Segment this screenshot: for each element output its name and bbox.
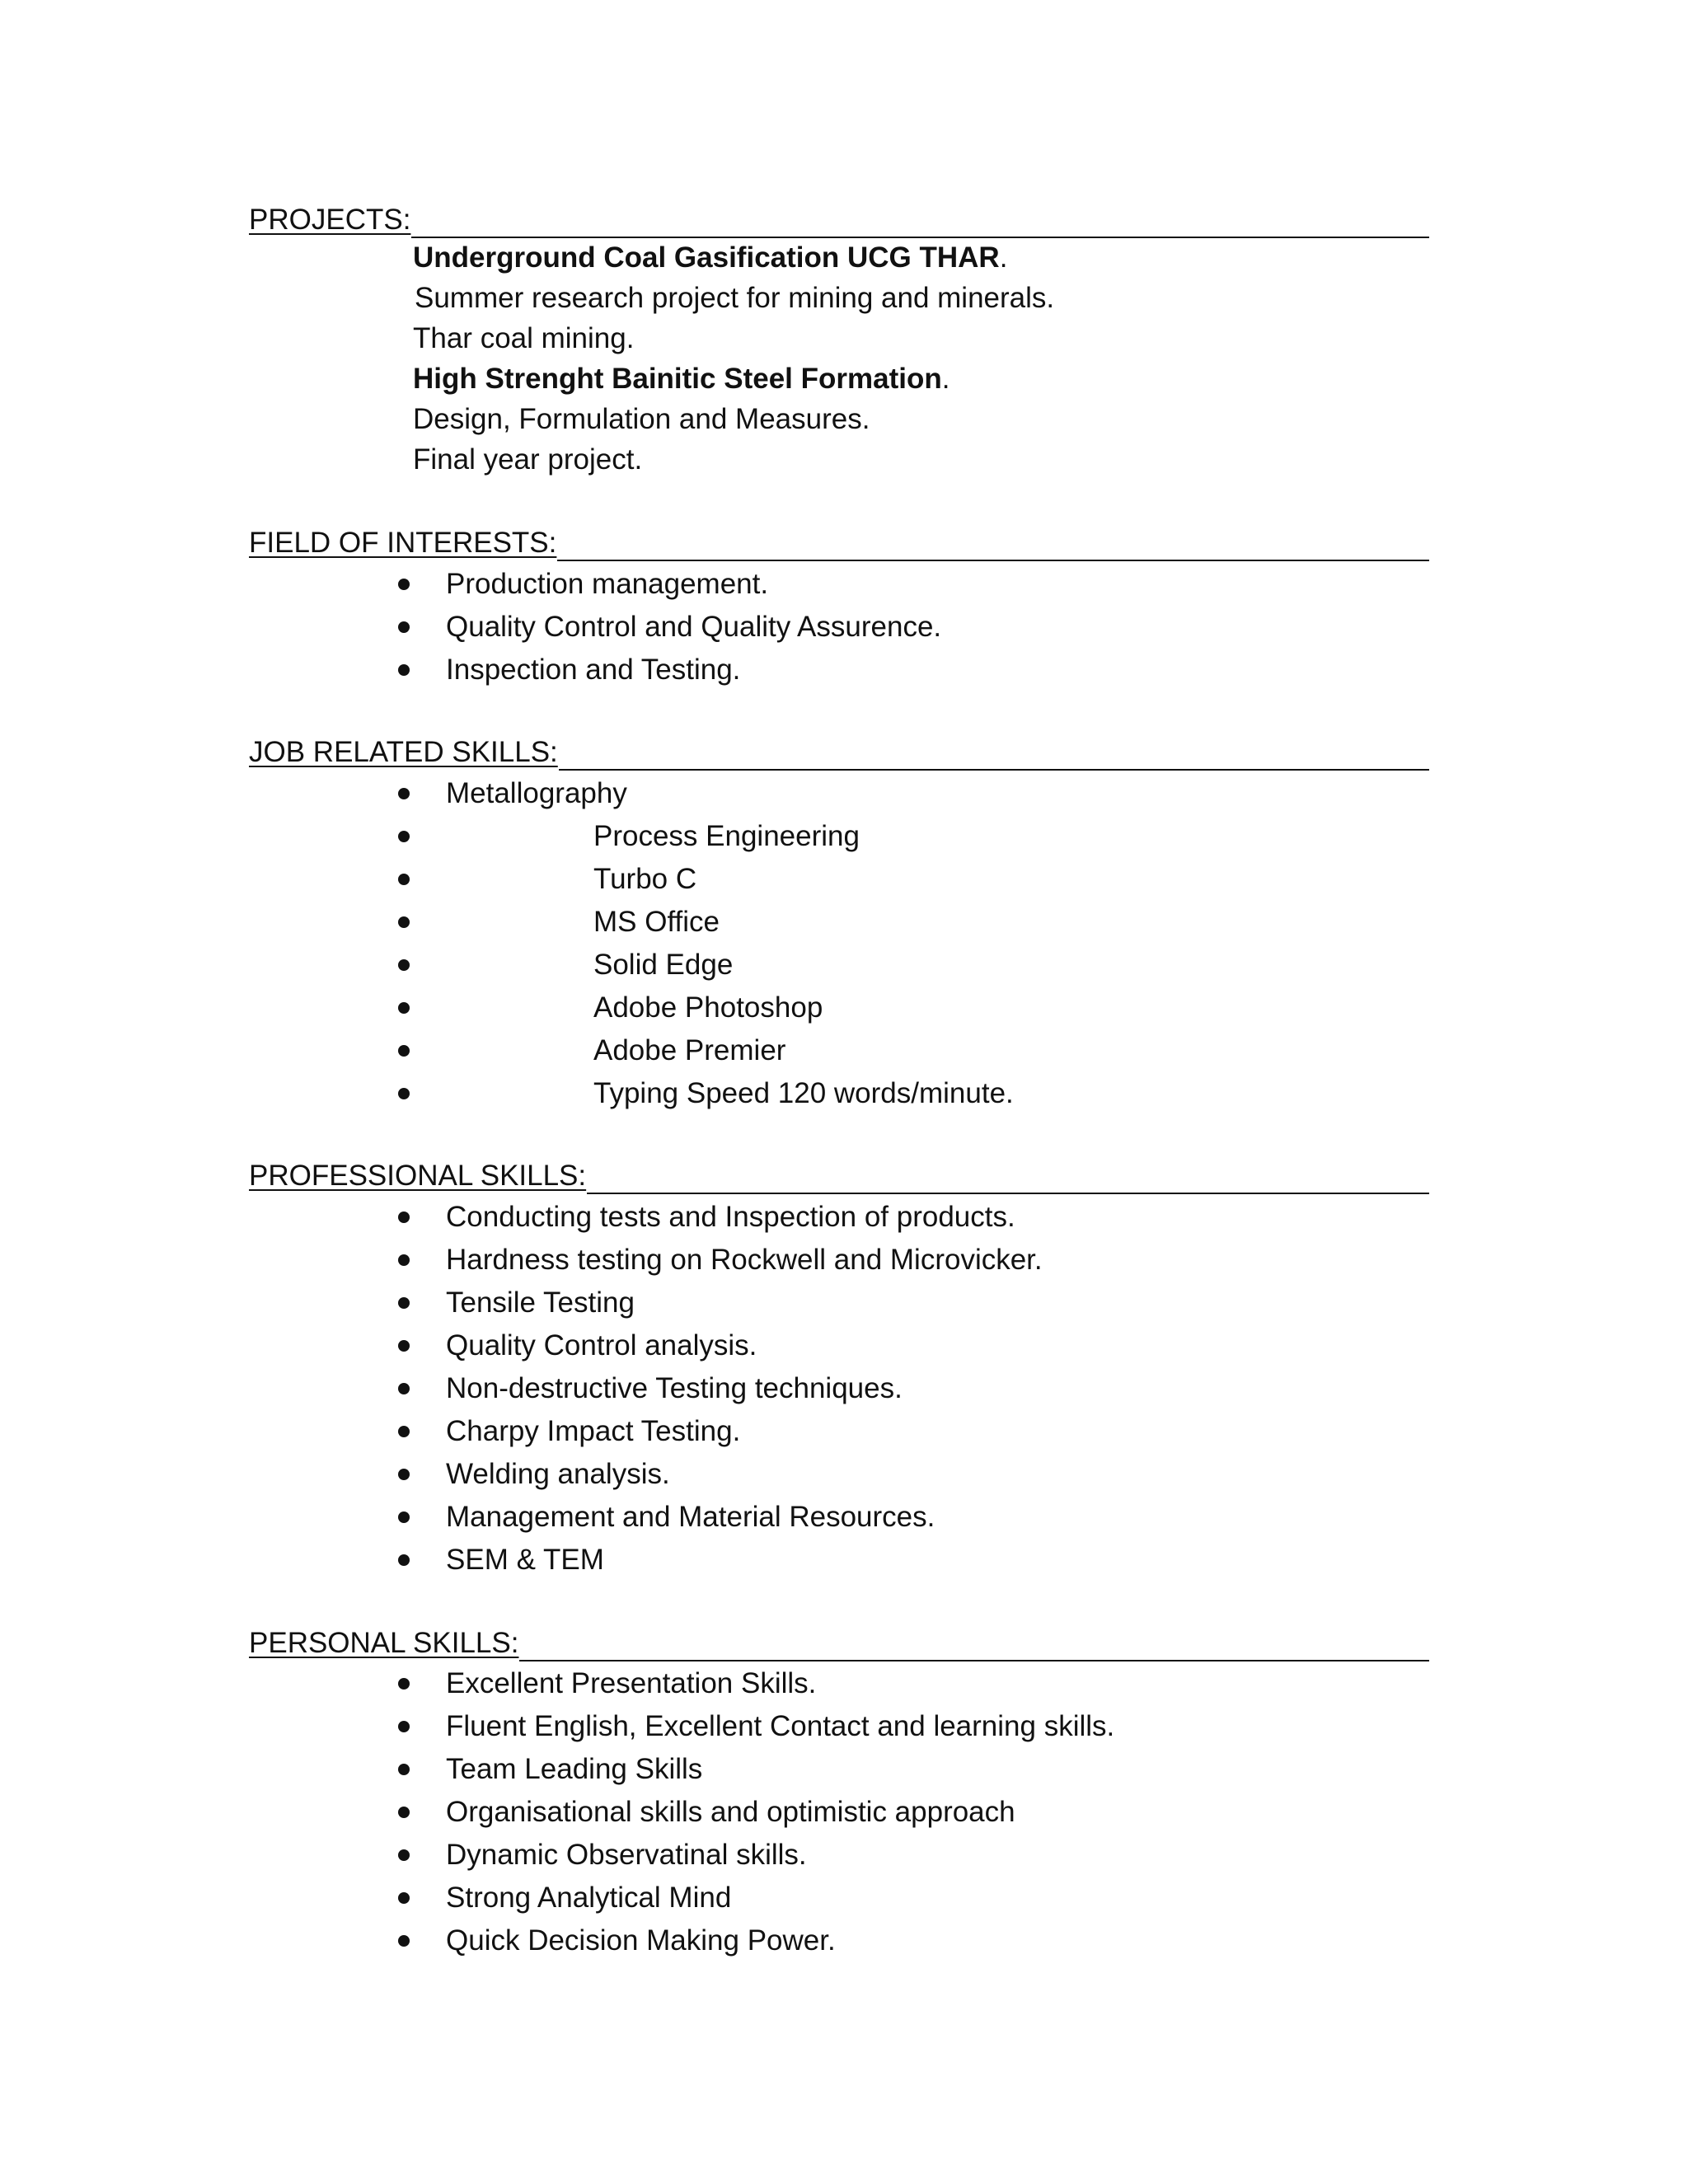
list-item: Team Leading Skills [446,1753,703,1785]
personal-skills-heading-rule [519,1660,1429,1661]
bullet-icon [394,946,414,984]
bullet-icon [394,989,414,1027]
list-item: Solid Edge [593,949,734,981]
professional-skills-heading [249,1154,1429,1195]
list-item: Process Engineering [593,820,860,852]
project-title-ucg-period: . [999,241,1008,274]
job-related-skills-heading-rule [559,769,1429,771]
project-description: Thar coal mining. [413,322,635,354]
bullet-icon [394,818,414,855]
list-item: Turbo C [593,863,697,895]
personal-skills-heading-label: PERSONAL SKILLS: [249,1627,519,1659]
list-item: Quick Decision Making Power. [446,1924,836,1957]
bullet-icon [394,1879,414,1917]
bullet-icon [394,903,414,941]
field-of-interests-heading-rule [557,560,1429,561]
list-item: Tensile Testing [446,1286,635,1319]
list-item: Adobe Premier [593,1034,786,1066]
list-item: Dynamic Observatinal skills. [446,1839,807,1871]
bullet-icon [394,608,414,646]
professional-skills-heading-label: PROFESSIONAL SKILLS: [249,1160,587,1192]
list-item: Organisational skills and optimistic approach [446,1796,1015,1828]
bullet-icon [394,1665,414,1703]
bullet-icon [394,1793,414,1831]
project-title-steel [413,360,950,398]
list-item: Quality Control and Quality Assurence. [446,611,942,643]
list-item: Management and Material Resources. [446,1501,935,1533]
bullet-icon [394,651,414,689]
bullet-icon [394,1922,414,1960]
list-item: Fluent English, Excellent Contact and learning skills. [446,1710,1115,1742]
list-item: Welding analysis. [446,1458,670,1490]
bullet-icon [394,1498,414,1536]
job-related-skills-heading-label: JOB RELATED SKILLS: [249,736,558,768]
bullet-icon [394,775,414,813]
bullet-icon [394,1836,414,1874]
list-item: Charpy Impact Testing. [446,1415,741,1447]
bullet-icon [394,1241,414,1279]
list-item: Metallography [446,777,627,809]
list-item: Conducting tests and Inspection of products. [446,1201,1015,1233]
project-title-ucg [413,239,1007,277]
personal-skills-heading [249,1621,1429,1662]
bullet-icon [394,1284,414,1322]
list-item: Strong Analytical Mind [446,1882,732,1914]
list-item: Non-destructive Testing techniques. [446,1372,903,1404]
bullet-icon [394,1708,414,1746]
list-item: Adobe Photoshop [593,991,823,1024]
bullet-icon [394,1541,414,1579]
project-description: Summer research project for mining and minerals. [415,282,1055,314]
project-description: Final year project. [413,443,643,476]
field-of-interests-heading [249,521,1429,562]
list-item: Production management. [446,568,769,600]
list-item: Typing Speed 120 words/minute. [593,1077,1014,1109]
projects-heading [249,198,1429,239]
bullet-icon [394,1413,414,1451]
bullet-icon [394,565,414,603]
project-title-ucg-text: Underground Coal Gasification UCG THAR [413,241,1000,274]
bullet-icon [394,860,414,898]
project-title-steel-period: . [941,363,950,395]
job-related-skills-heading [249,730,1429,771]
projects-heading-label: PROJECTS: [249,204,411,236]
bullet-icon [394,1075,414,1113]
field-of-interests-heading-label: FIELD OF INTERESTS: [249,527,557,559]
bullet-icon [394,1455,414,1493]
list-item: Inspection and Testing. [446,654,741,686]
list-item: Quality Control analysis. [446,1329,757,1361]
bullet-icon [394,1198,414,1236]
project-description: Design, Formulation and Measures. [413,403,870,435]
list-item: SEM & TEM [446,1544,604,1576]
list-item: Excellent Presentation Skills. [446,1667,817,1699]
projects-heading-rule [411,237,1429,238]
project-title-steel-text: High Strenght Bainitic Steel Formation [413,363,942,395]
bullet-icon [394,1327,414,1365]
list-item: MS Office [593,906,720,938]
professional-skills-heading-rule [587,1193,1429,1194]
bullet-icon [394,1370,414,1408]
bullet-icon [394,1032,414,1070]
bullet-icon [394,1750,414,1788]
list-item: Hardness testing on Rockwell and Microvicker. [446,1244,1043,1276]
